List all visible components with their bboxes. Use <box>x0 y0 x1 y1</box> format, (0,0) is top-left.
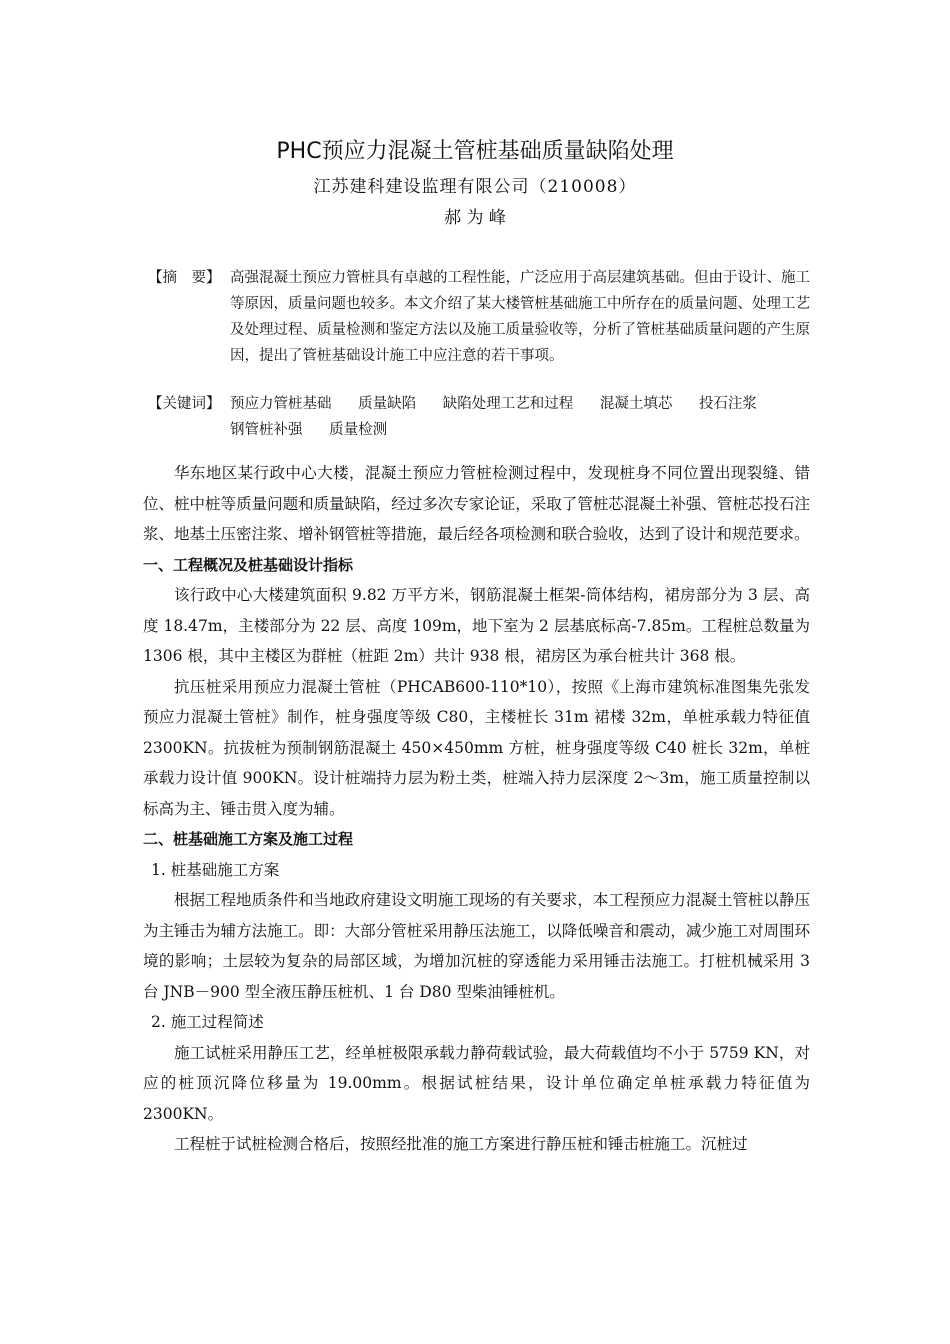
abstract-block <box>148 265 813 369</box>
keywords-block <box>148 391 813 443</box>
section-heading: 二、桩基础施工方案及施工过程 <box>143 830 354 848</box>
body-paragraph: 工程桩于试桩检测合格后，按照经批准的施工方案进行静压桩和锤击桩施工。沉桩过 <box>174 1135 748 1153</box>
body-paragraph: 该行政中心大楼建筑面积 9.82 万平方米，钢筋混凝土框架-筒体结构，裙房部分为 3 层、高度 18.47m，主楼部分为 22 层、高度 109m，地下室为 2 层基底标高-7.85m。工程桩总数量为 1306 根，其中主楼区为群桩（桩距 2m）共计 938 根，裙房区为承台桩共计 368 根。 <box>143 586 810 665</box>
body-paragraph: 施工试桩采用静压工艺，经单桩极限承载力静荷载试验，最大荷载值均不小于 5759 KN，对应的桩顶沉降位移量为 19.00mm。根据试桩结果，设计单位确定单桩承载力特征值为 2300KN。 <box>143 1043 810 1123</box>
keyword: 质量检测 <box>329 422 388 438</box>
section-heading: 一、工程概况及桩基础设计指标 <box>143 555 354 574</box>
keywords-list <box>230 391 813 443</box>
subsection-heading: 1. 桩基础施工方案 <box>151 860 280 879</box>
body-paragraph: 根据工程地质条件和当地政府建设文明施工现场的有关要求，本工程预应力混凝土管桩以静压为主锤击为辅方法施工。即：大部分管桩采用静压法施工，以降低噪音和震动，减少施工对周围环境的影响；土层较为复杂的局部区域，为增加沉桩的穿透能力采用锤击法施工。打桩机械采用 3 台 JNB－900 型全液压静压桩机、1 台 D80 型柴油锤桩机。 <box>143 891 810 1001</box>
keyword: 混凝土填芯 <box>599 396 673 412</box>
keyword: 质量缺陷 <box>358 396 417 412</box>
keywords-label: 【关键词】 <box>148 396 221 412</box>
abstract-text: 高强混凝土预应力管桩具有卓越的工程性能，广泛应用于高层建筑基础。但由于设计、施工等原因，质量问题也较多。本文介绍了某大楼管桩基础施工中所存在的质量问题、处理工艺及处理过程、质量检测和鉴定方法以及施工质量验收等，分析了管桩基础质量问题的产生原因，提出了管桩基础设计施工中应注意的若干事项。 <box>230 270 810 364</box>
author-organization: 江苏建科建设监理有限公司（210008） <box>313 177 637 197</box>
keyword: 投石注浆 <box>698 396 757 412</box>
abstract-label: 【摘 要】 <box>148 270 221 286</box>
author-name: 郝 为 峰 <box>444 208 506 228</box>
keyword: 钢管桩补强 <box>230 422 303 438</box>
document-title: PHC预应力混凝土管桩基础质量缺陷处理 <box>276 139 674 164</box>
intro-paragraph: 华东地区某行政中心大楼，混凝土预应力管桩检测过程中，发现桩身不同位置出现裂缝、错位、桩中桩等质量问题和质量缺陷，经过多次专家论证，采取了管桩芯混凝土补强、管桩芯投石注浆、地基土压密注浆、增补钢管桩等措施，最后经各项检测和联合验收，达到了设计和规范要求。 <box>143 464 810 543</box>
document-body <box>143 458 810 1160</box>
subsection-heading: 2. 施工过程简述 <box>151 1013 264 1031</box>
body-paragraph: 抗压桩采用预应力混凝土管桩（PHCAB600-110*10），按照《上海市建筑标准图集先张发预应力混凝土管桩》制作，桩身强度等级 C80，主楼桩长 31m 裙楼 32m，单桩承载力特征值 2300KN。抗拔桩为预制钢筋混凝土 450×450mm 方桩，桩身强度等级 C40 桩长 32m，单桩承载力设计值 900KN。设计桩端持力层为粉土类，桩端入持力层深度 2～3m，施工质量控制以标高为主、锤击贯入度为辅。 <box>143 677 810 818</box>
keyword: 缺陷处理工艺和过程 <box>442 396 574 412</box>
keyword: 预应力管桩基础 <box>230 396 332 412</box>
